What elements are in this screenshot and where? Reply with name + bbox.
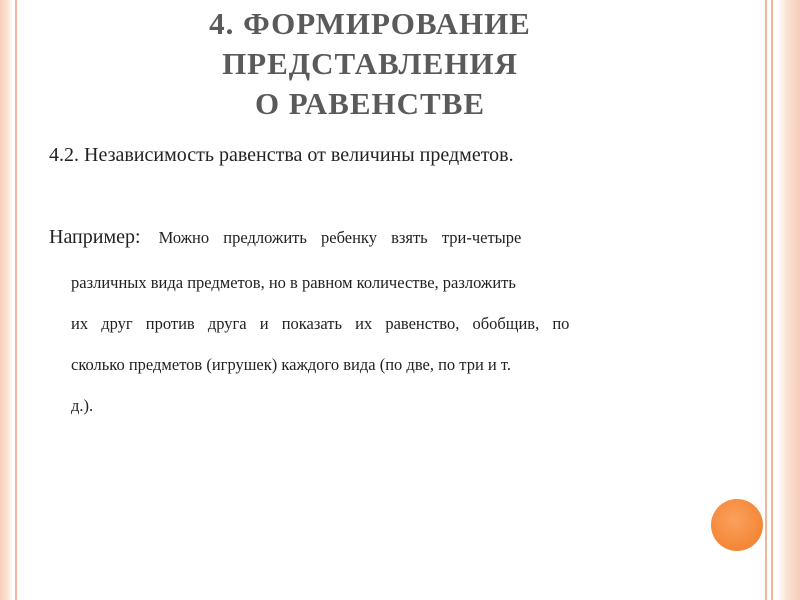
example-text-line-2: различных вида предметов, но в равном количестве, разложить	[71, 273, 516, 292]
slide-title	[140, 4, 600, 124]
example-text-line-5: д.).	[71, 396, 94, 415]
example-lead: Например:	[49, 226, 141, 248]
title-line-2: ПРЕДСТАВЛЕНИЯ	[222, 46, 518, 81]
example-text-line-4: сколько предметов (игрушек) каждого вида (по две, по три и т.	[71, 355, 511, 374]
orange-circle-decor	[711, 499, 763, 551]
example-text-line-3: их друг против друга и показать их равенство, обобщив, по	[71, 314, 570, 333]
left-decor-line	[15, 0, 17, 600]
right-decor-bar	[778, 0, 800, 600]
right-decor-line-1	[765, 0, 767, 600]
section-subtitle: 4.2. Независимость равенства от величины предметов.	[49, 144, 514, 166]
example-text-line-1: Можно предложить ребенку взять три-четыре	[158, 228, 522, 247]
right-decor-line-2	[771, 0, 773, 600]
title-line-3: О РАВЕНСТВЕ	[254, 86, 486, 121]
title-line-1: 4. ФОРМИРОВАНИЕ	[209, 6, 531, 41]
left-decor-bar	[0, 0, 12, 600]
example-first-line	[49, 226, 681, 249]
